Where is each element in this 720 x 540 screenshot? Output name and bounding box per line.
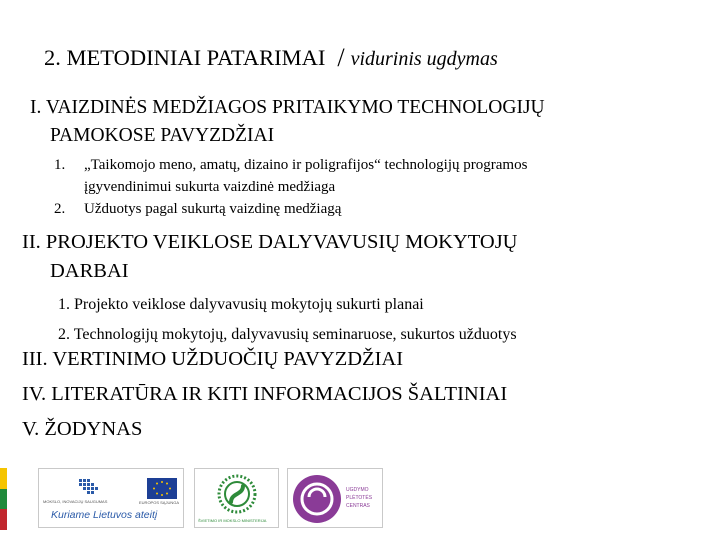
section-2-heading-line2: DARBAI	[50, 260, 129, 282]
list-item	[54, 198, 527, 220]
education-center-text-line1: UGDYMO	[346, 487, 369, 493]
list-item: 1. Projekto veiklose dalyvavusių mokytojų sukurti planai	[58, 296, 424, 313]
mosaic-icon	[79, 479, 98, 494]
flag-stripe-red	[0, 509, 7, 530]
section-2-list	[58, 290, 517, 350]
list-item-text-line1: „Taikomojo meno, amatų, dizaino ir poligrafijos“ technologijų programos	[84, 157, 528, 173]
page-title	[44, 42, 498, 72]
eu-logo-slogan: Kuriame Lietuvos ateitį	[51, 509, 158, 521]
section-1-heading	[30, 94, 545, 150]
ministry-logo	[194, 468, 279, 528]
list-item-number: 1.	[54, 157, 66, 173]
lithuanian-flag-stripes	[0, 468, 7, 530]
list-item	[54, 154, 527, 198]
section-2-heading	[22, 228, 517, 286]
education-center-text-line3: CENTRAS	[346, 503, 370, 509]
section-2-heading-line1: II. PROJEKTO VEIKLOSE DALYVAVUSIŲ MOKYTOJŲ	[22, 231, 518, 253]
flag-stripe-green	[0, 489, 7, 510]
flag-stripe-yellow	[0, 468, 7, 489]
section-4-heading: IV. LITERATŪRA IR KITI INFORMACIJOS ŠALTINIAI	[22, 383, 508, 405]
section-1-heading-line2: PAMOKOSE PAVYZDŽIAI	[50, 125, 275, 146]
page-title-main: 2. METODINIAI PATARIMAI	[44, 45, 326, 70]
education-center-text-line2: PLĖTOTĖS	[346, 495, 373, 501]
list-item-text-line2: įgyvendinimui sukurta vaizdinė medžiaga	[84, 179, 336, 195]
list-item-number: 2.	[54, 201, 66, 217]
page-subtitle: vidurinis ugdymas	[350, 48, 498, 70]
section-3-heading: III. VERTINIMO UŽDUOČIŲ PAVYZDŽIAI	[22, 348, 404, 370]
eu-logo-small-right: EUROPOS SĄJUNGA	[139, 500, 180, 505]
title-separator: /	[337, 43, 345, 72]
section-5-heading: V. ŽODYNAS	[22, 418, 143, 440]
eu-funds-logo	[38, 468, 184, 528]
section-1-list	[54, 154, 527, 220]
education-center-logo	[287, 468, 383, 528]
section-1-heading-line1: I. VAIZDINĖS MEDŽIAGOS PRITAIKYMO TECHNOLOGIJŲ	[30, 97, 545, 118]
ministry-caption: ŠVIETIMO IR MOKSLO MINISTERIJA	[198, 518, 267, 523]
list-item: 2. Technologijų mokytojų, dalyvavusių seminaruose, sukurtos užduotys	[58, 326, 517, 343]
eu-logo-small-left: MOKSLO, INOVACIJŲ SAUGUMAS	[43, 499, 108, 504]
list-item-text-line1: Užduotys pagal sukurtą vaizdinę medžiagą	[84, 201, 342, 217]
